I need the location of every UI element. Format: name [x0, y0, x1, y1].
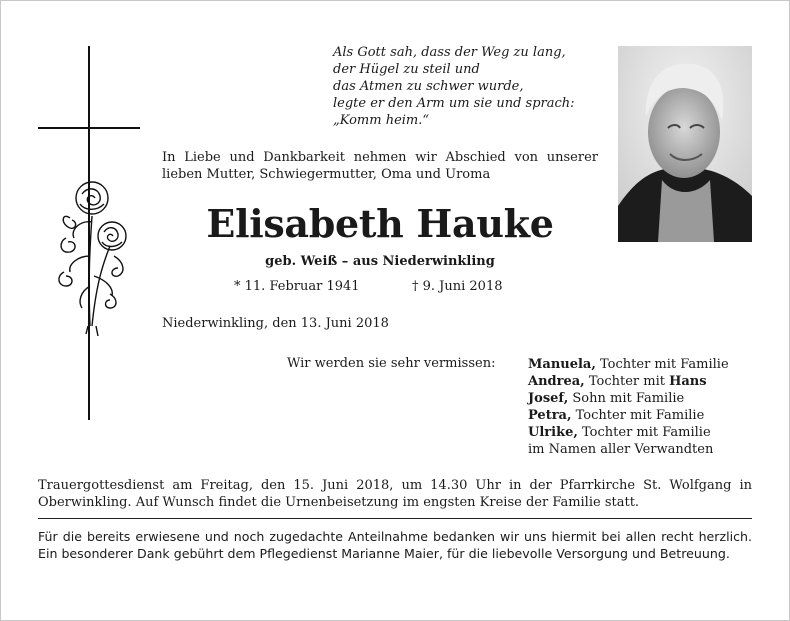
mourner-line: Ulrike, Tochter mit Familie [528, 425, 711, 440]
mourner-line: Josef, Sohn mit Familie [528, 391, 685, 406]
deceased-name: Elisabeth Hauke [206, 201, 554, 246]
mourner-line: Andrea, Tochter mit Hans [528, 374, 707, 389]
poem-line: der Hügel zu steil und [333, 62, 480, 77]
mourner-line: im Namen aller Verwandten [528, 442, 714, 457]
death-date: † 9. Juni 2018 [412, 279, 503, 294]
mourner-line: Petra, Tochter mit Familie [528, 408, 705, 423]
mourner-line: Manuela, Tochter mit Familie [528, 357, 729, 372]
mourners-intro: Wir werden sie sehr vermissen: [287, 356, 496, 371]
divider [38, 518, 752, 519]
birth-date: * 11. Februar 1941 [234, 279, 360, 294]
place-date: Niederwinkling, den 13. Juni 2018 [162, 316, 389, 331]
poem [333, 44, 603, 129]
cross-beam [38, 127, 140, 129]
intro-text: In Liebe und Dankbarkeit nehmen wir Abschied von unserer lieben Mutter, Schwiegermutter, Oma und Uroma [162, 150, 598, 182]
poem-line: legte er den Arm um sie und sprach: [333, 96, 575, 111]
poem-line: Als Gott sah, dass der Weg zu lang, [333, 45, 566, 60]
poem-line: „Komm heim.“ [333, 113, 430, 128]
mourners-list [528, 356, 729, 458]
maiden-name: geb. Weiß – aus Niederwinkling [265, 254, 495, 269]
poem-line: das Atmen zu schwer wurde, [333, 79, 524, 94]
thanks-text: Für die bereits erwiesene und noch zugedachte Anteilnahme bedanken wir uns hiermit bei allen recht herzlich. Ein besonderer Dank gebührt dem Pflegedienst Marianne Maier, für die liebevolle Versorgung und Betreuung. [38, 529, 752, 561]
roses-icon [52, 176, 138, 336]
portrait-photo [618, 46, 752, 242]
service-info: Trauergottesdienst am Freitag, den 15. Juni 2018, um 14.30 Uhr in der Pfarrkirche St. Wolfgang in Oberwinkling. Auf Wunsch findet die Urnenbeisetzung im engsten Kreise der Familie statt. [38, 478, 752, 510]
